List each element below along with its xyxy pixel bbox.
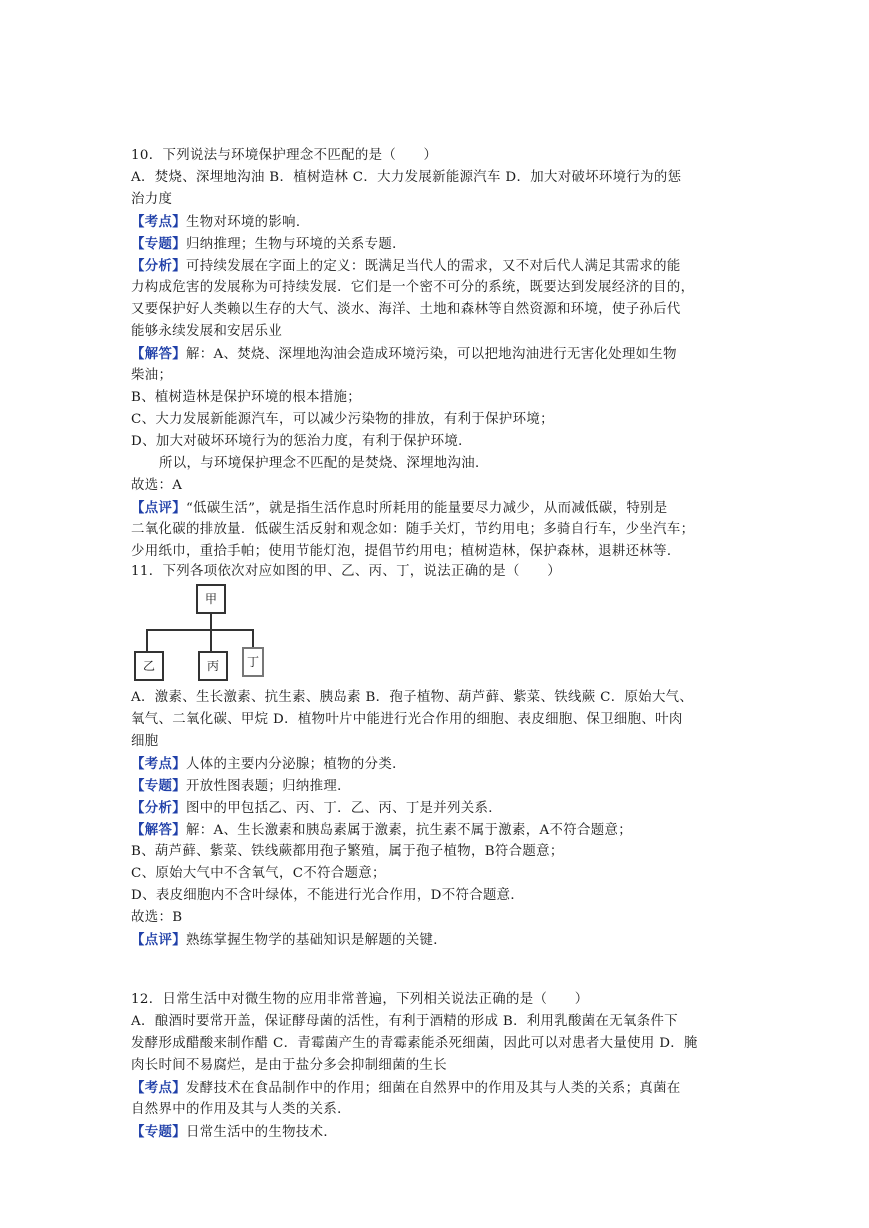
- dianping-text: 熟练掌握生物学的基础知识是解题的关键．: [185, 933, 448, 948]
- q10-fenxi-line2: 力构成危害的发展称为可持续发展．它们是一个密不可分的系统，既要达到发展经济的目的，: [131, 280, 695, 295]
- q12-options-cont: 发酵形成醋酸来制作醋 C．青霉菌产生的青霉素能杀死细菌，因此可以对患者大量使用 D．腌: [131, 1036, 698, 1051]
- q10-jieda: [131, 343, 741, 366]
- diagram-connector: [210, 612, 212, 630]
- q10-options-cont: 治力度: [131, 192, 173, 207]
- q10-stem: 10．下列说法与环境保护理念不匹配的是（ ）: [131, 148, 438, 163]
- jieda-tag: 【解答】: [131, 346, 186, 362]
- zhuanti-tag: 【专题】: [131, 1124, 186, 1140]
- fenxi-tag: 【分析】: [131, 800, 186, 816]
- q11-jieda: [131, 819, 741, 842]
- q10-fenxi: [131, 255, 741, 278]
- jieda-tag: 【解答】: [131, 822, 186, 838]
- q10-jieda-line5: D、加大对破坏环境行为的惩治力度，有利于保护环境．: [131, 434, 472, 449]
- q11-jieda-line2: B、葫芦藓、紫菜、铁线蕨都用孢子繁殖，属于孢子植物，B符合题意；: [131, 844, 564, 859]
- q11-dianping: [131, 929, 741, 952]
- q10-answer: 故选：A: [131, 478, 183, 493]
- hierarchy-diagram: [134, 584, 264, 684]
- q10-fenxi-line3: 又要保护好人类赖以生存的大气、淡水、海洋、土地和森林等自然资源和环境，使子孙后代: [131, 302, 681, 317]
- q10-jieda-line4: C、大力发展新能源汽车，可以减少污染物的排放，有利于保护环境；: [131, 412, 554, 427]
- q11-jieda-line4: D、表皮细胞内不含叶绿体，不能进行光合作用，D不符合题意．: [131, 888, 525, 903]
- zhuanti-tag: 【专题】: [131, 778, 186, 794]
- zhuanti-text: 日常生活中的生物技术．: [185, 1125, 338, 1140]
- q12-kaodian-line2: 自然界中的作用及其与人类的关系．: [131, 1102, 351, 1117]
- q12-options: A．酿酒时要常开盖，保证酵母菌的活性，有利于酒精的形成 B．利用乳酸菌在无氧条件下: [131, 1014, 678, 1029]
- q10-kaodian: [131, 211, 741, 234]
- q11-answer: 故选：B: [131, 910, 183, 925]
- q11-options-cont2: 细胞: [131, 734, 159, 749]
- diagram-box-ding: 丁: [242, 647, 264, 677]
- q11-jieda-line3: C、原始大气中不含氧气，C不符合题意；: [131, 866, 386, 881]
- q10-fenxi-line4: 能够永续发展和安居乐业: [131, 324, 283, 339]
- kaodian-text: 人体的主要内分泌腺；植物的分类．: [185, 757, 406, 772]
- fenxi-tag: 【分析】: [131, 258, 186, 274]
- zhuanti-text: 开放性图表题；归纳推理．: [185, 779, 351, 794]
- q10-jieda-line3: B、植树造林是保护环境的根本措施；: [131, 390, 362, 405]
- q11-stem: 11．下列各项依次对应如图的甲、乙、丙、丁，说法正确的是（ ）: [131, 564, 561, 579]
- q11-options-cont: 氧气、二氧化碳、甲烷 D．植物叶片中能进行光合作用的细胞、表皮细胞、保卫细胞、叶肉: [131, 712, 683, 727]
- kaodian-text: 生物对环境的影响．: [185, 215, 310, 230]
- kaodian-tag: 【考点】: [131, 214, 186, 230]
- q10-options: A．焚烧、深埋地沟油 B．植树造林 C．大力发展新能源汽车 D．加大对破坏环境行为的惩: [131, 170, 682, 185]
- q11-options: A．激素、生长激素、抗生素、胰岛素 B．孢子植物、葫芦藓、紫菜、铁线蕨 C．原始大气、: [131, 690, 694, 705]
- diagram-box-bing: 丙: [198, 651, 228, 681]
- q11-kaodian: [131, 753, 741, 776]
- dianping-tag: 【点评】: [131, 932, 186, 948]
- dianping-tag: 【点评】: [131, 500, 186, 516]
- dianping-text: “低碳生活”，就是指生活作息时所耗用的能量要尽力减少，从而减低碳，特别是: [185, 501, 668, 516]
- kaodian-tag: 【考点】: [131, 1080, 186, 1096]
- q10-dianping: [131, 497, 741, 520]
- diagram-box-jia: 甲: [196, 584, 226, 614]
- zhuanti-text: 归纳推理；生物与环境的关系专题．: [185, 237, 406, 252]
- q10-jieda-line2: 柴油；: [131, 368, 173, 383]
- jieda-text: 解：A、焚烧、深埋地沟油会造成环境污染，可以把地沟油进行无害化处理如生物: [185, 347, 677, 362]
- fenxi-text: 图中的甲包括乙、丙、丁．乙、丙、丁是并列关系．: [185, 801, 503, 816]
- q12-kaodian: [131, 1077, 741, 1100]
- jieda-text: 解：A、生长激素和胰岛素属于激素，抗生素不属于激素，A不符合题意；: [185, 823, 632, 838]
- zhuanti-tag: 【专题】: [131, 236, 186, 252]
- diagram-connector: [210, 629, 212, 651]
- kaodian-tag: 【考点】: [131, 756, 186, 772]
- q12-options-cont2: 肉长时间不易腐烂，是由于盐分多会抑制细菌的生长: [131, 1058, 448, 1073]
- diagram-connector: [252, 629, 254, 647]
- diagram-connector: [146, 629, 254, 631]
- q10-dianping-line2: 二氧化碳的排放量．低碳生活反射和观念如：随手关灯，节约用电；多骑自行车，少坐汽车；: [131, 522, 695, 537]
- fenxi-text: 可持续发展在字面上的定义：既满足当代人的需求，又不对后代人满足其需求的能: [185, 259, 681, 274]
- q12-zhuanti: [131, 1121, 741, 1144]
- q10-dianping-line3: 少用纸巾，重拾手帕；使用节能灯泡，提倡节约用电；植树造林，保护森林，退耕还林等．: [131, 544, 681, 559]
- diagram-connector: [146, 629, 148, 651]
- kaodian-text: 发酵技术在食品制作中的作用；细菌在自然界中的作用及其与人类的关系；真菌在: [185, 1081, 681, 1096]
- q10-zhuanti: [131, 233, 741, 256]
- q12-stem: 12．日常生活中对微生物的应用非常普遍，下列相关说法正确的是（ ）: [131, 992, 589, 1007]
- diagram-box-yi: 乙: [134, 651, 164, 681]
- q11-zhuanti: [131, 775, 741, 798]
- q11-fenxi: [131, 797, 741, 820]
- q10-jieda-line6: 所以，与环境保护理念不匹配的是焚烧、深埋地沟油．: [159, 456, 489, 471]
